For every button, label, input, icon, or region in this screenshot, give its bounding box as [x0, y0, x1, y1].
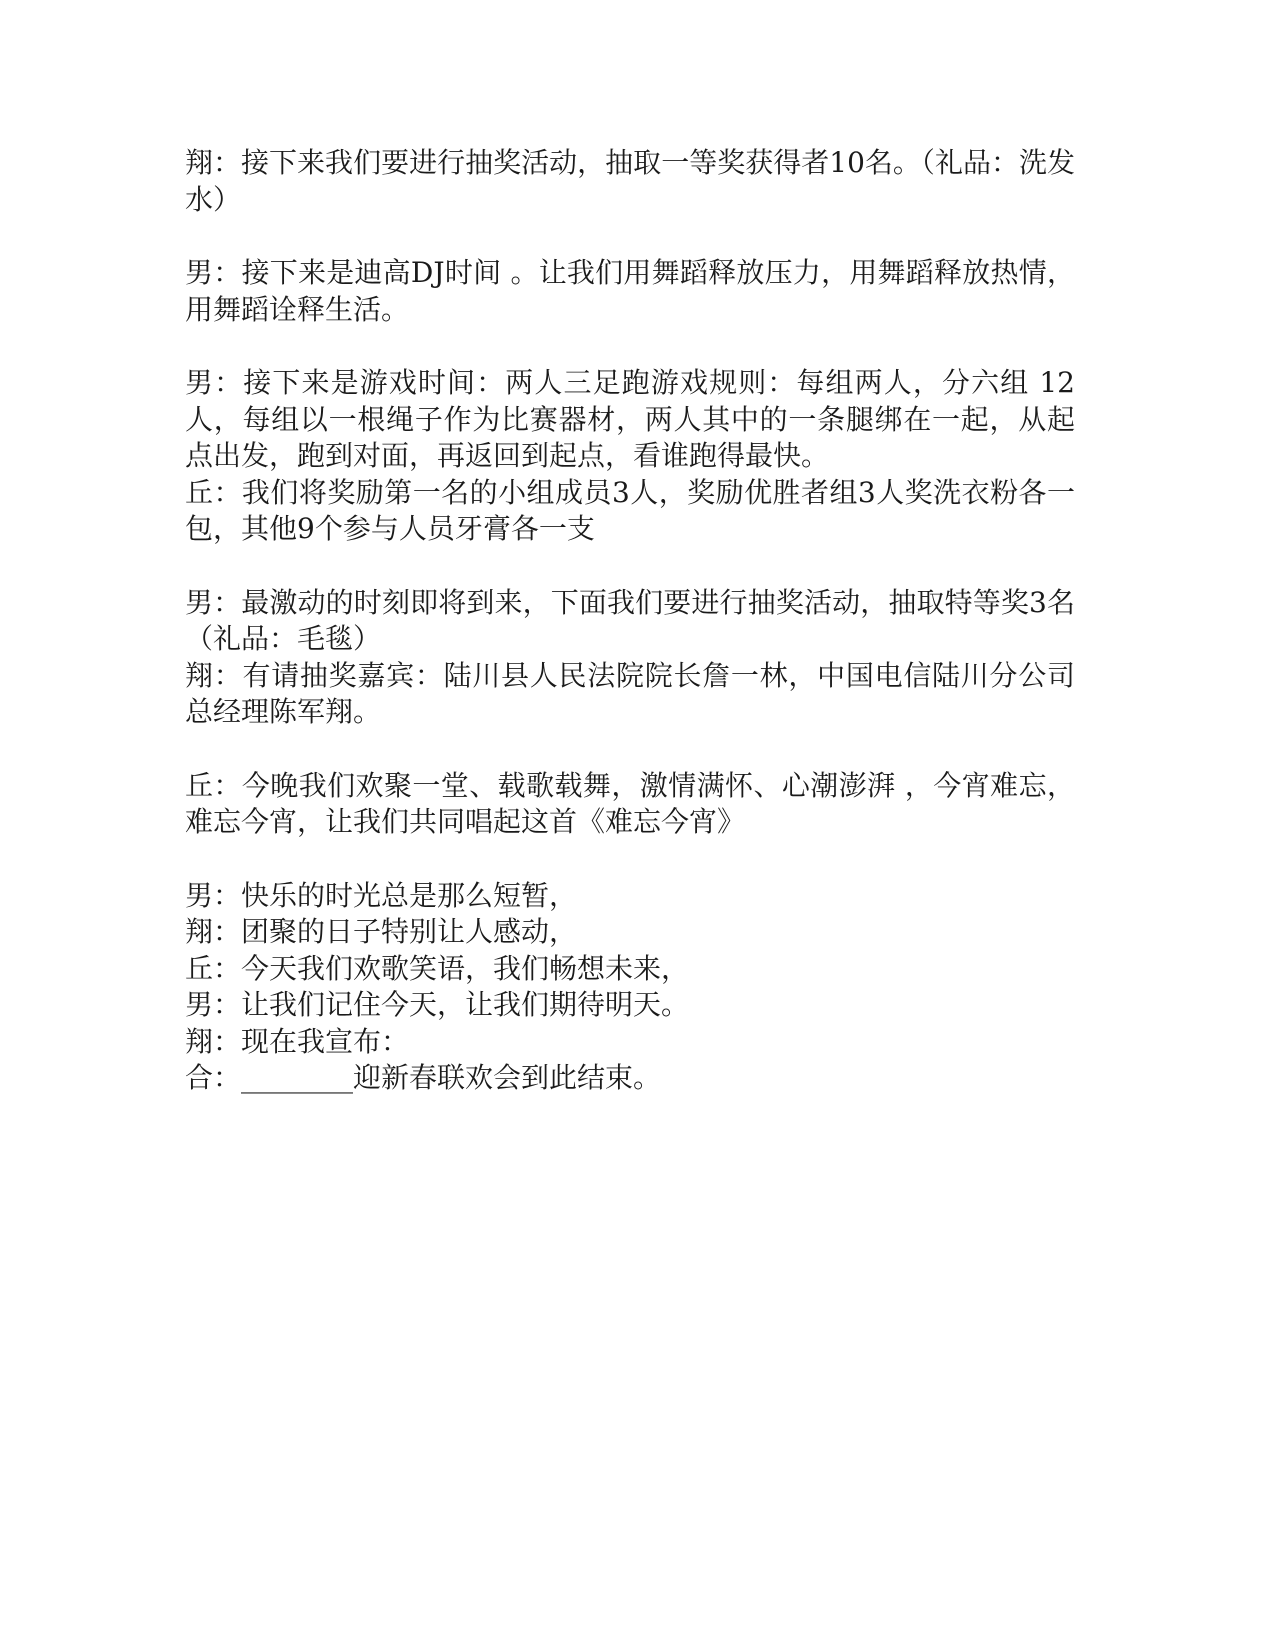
text-line: 男：快乐的时光总是那么短暂， [185, 878, 578, 912]
document-body [185, 145, 1075, 1097]
closing-suffix: 迎新春联欢会到此结束。 [353, 1061, 662, 1094]
closing-line [185, 1060, 1075, 1097]
paragraph-closing [185, 878, 1075, 1097]
text-line: 丘：今晚我们欢聚一堂、载歌载舞，激情满怀、心潮澎湃 ，今宵难忘，难忘今宵，让我们共同唱起这首《难忘今宵》 [185, 768, 1075, 838]
paragraph-game-time [185, 365, 1075, 548]
text-line: 丘：今天我们欢歌笑语，我们畅想未来， [185, 951, 690, 985]
text-line: 翔：团聚的日子特别让人感动， [185, 915, 578, 948]
text-line: 男：接下来是游戏时间：两人三足跑游戏规则：每组两人，分六组 12人，每组以一根绳子作为比赛器材，两人其中的一条腿绑在一起，从起点出发，跑到对面，再返回到起点，看谁跑得最快。 [185, 366, 1075, 472]
text-line: 翔：接下来我们要进行抽奖活动，抽取一等奖获得者10名。（礼品：洗发水） [185, 146, 1075, 216]
paragraph-dj-time [185, 255, 1075, 328]
text-line: 男：让我们记住今天，让我们期待明天。 [185, 988, 690, 1021]
text-line: 男：最激动的时刻即将到来，下面我们要进行抽奖活动，抽取特等奖3名（礼品：毛毯） [185, 585, 1075, 655]
text-line: 丘：我们将奖励第一名的小组成员3人，奖励优胜者组3人奖洗衣粉各一包，其他9个参与人员牙膏各一支 [185, 475, 1075, 545]
closing-blank: ________ [241, 1061, 354, 1094]
paragraph-lottery-first-prize [185, 145, 1075, 218]
paragraph-grand-prize [185, 585, 1075, 731]
closing-prefix: 合： [185, 1061, 242, 1094]
paragraph-song [185, 768, 1075, 841]
text-line: 翔：有请抽奖嘉宾：陆川县人民法院院长詹一林，中国电信陆川分公司总经理陈军翔。 [185, 658, 1075, 728]
text-line: 翔：现在我宣布： [185, 1024, 410, 1058]
text-line: 男：接下来是迪高DJ时间 。让我们用舞蹈释放压力，用舞蹈释放热情，用舞蹈诠释生活。 [185, 256, 1075, 326]
